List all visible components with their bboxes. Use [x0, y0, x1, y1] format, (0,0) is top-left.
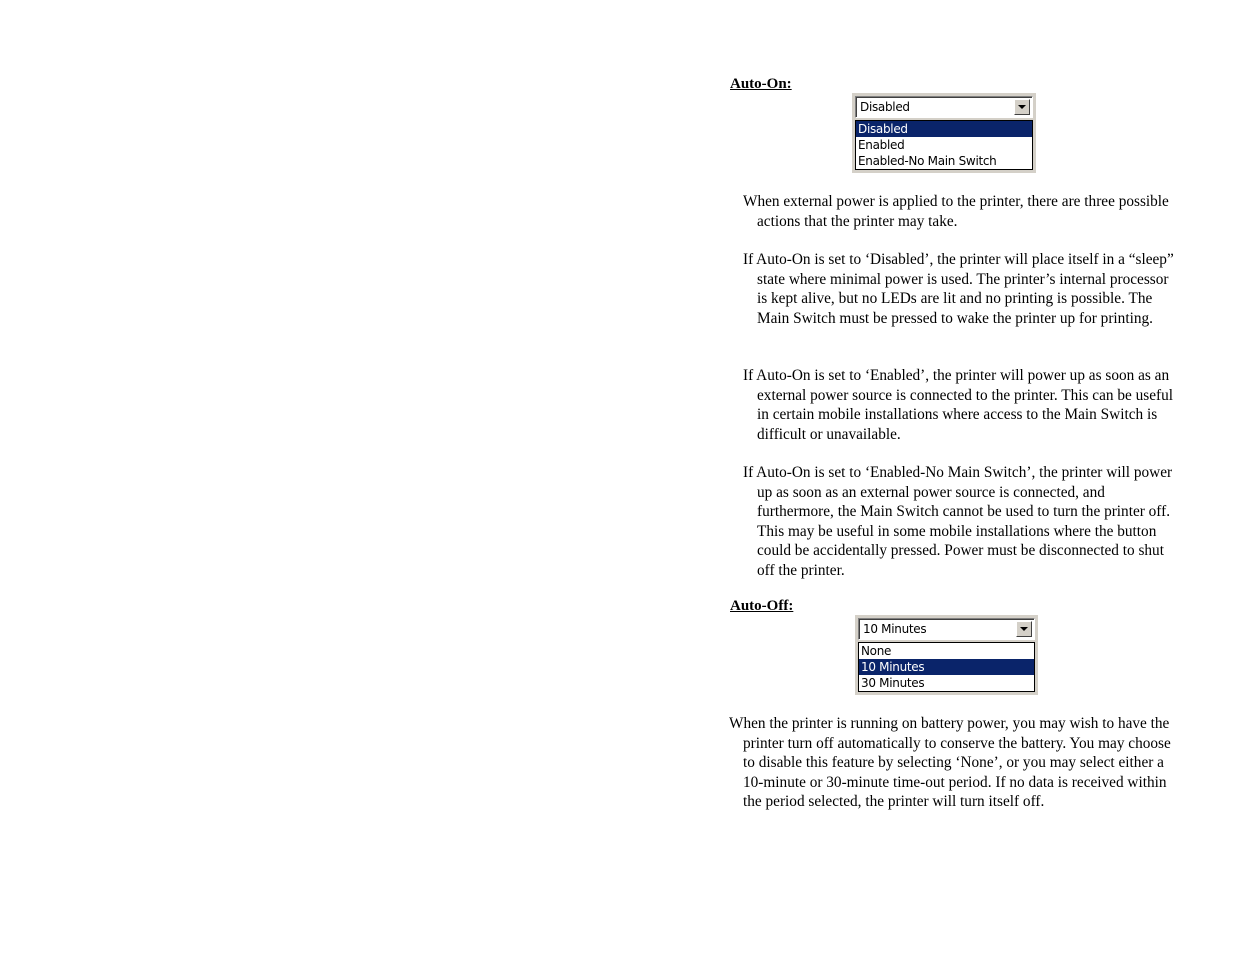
- auto-on-option-disabled[interactable]: Disabled: [856, 121, 1032, 137]
- auto-off-combobox[interactable]: [855, 615, 1038, 695]
- auto-off-heading: Auto-Off:: [730, 598, 794, 614]
- auto-on-option-enabled-no-main-switch[interactable]: Enabled-No Main Switch: [858, 154, 997, 168]
- auto-on-combobox[interactable]: [852, 93, 1036, 173]
- auto-on-enabled-paragraph: If Auto-On is set to ‘Enabled’, the printer will power up as soon as an external power source is connected to the printer. This can be useful in certain mobile installations where access to the Main Switch is difficult or unavailable.: [743, 367, 1173, 443]
- auto-off-select[interactable]: [858, 618, 1035, 640]
- auto-on-disabled-paragraph: If Auto-On is set to ‘Disabled’, the printer will place itself in a “sleep” state where minimal power is used. The printer’s internal processor is kept alive, but no LEDs are lit and no printing is possible. The Main Switch must be pressed to wake the printer up for printing.: [743, 251, 1174, 327]
- auto-off-option-none[interactable]: None: [861, 644, 892, 658]
- auto-on-heading: Auto-On:: [730, 76, 792, 92]
- auto-off-selected-value: 10 Minutes: [863, 622, 927, 636]
- auto-off-option-30-minutes[interactable]: 30 Minutes: [861, 676, 925, 690]
- chevron-down-icon: [1020, 627, 1028, 631]
- auto-on-selected-value: Disabled: [860, 100, 910, 114]
- auto-off-option-10-minutes[interactable]: 10 Minutes: [859, 659, 1034, 675]
- auto-off-paragraph: When the printer is running on battery power, you may wish to have the printer turn off automatically to conserve the battery. You may choose to disable this feature by selecting ‘None’, or you may select either a 10-minute or 30-minute time-out period. If no data is received within the period selected, the printer will turn itself off.: [729, 715, 1171, 810]
- chevron-down-icon: [1018, 105, 1026, 109]
- auto-on-select[interactable]: [855, 96, 1033, 118]
- auto-on-no-main-switch-paragraph: If Auto-On is set to ‘Enabled-No Main Switch’, the printer will power up as soon as an external power source is connected, and furthermore, the Main Switch cannot be used to turn the printer off. This may be useful in some mobile installations where the button could be accidentally pressed. Power must be disconnected to shut off the printer.: [743, 464, 1173, 579]
- auto-on-dropdown-button[interactable]: [1014, 99, 1030, 115]
- auto-on-option-enabled[interactable]: Enabled: [858, 138, 905, 152]
- auto-off-dropdown-button[interactable]: [1016, 621, 1032, 637]
- auto-on-options-list: [855, 120, 1033, 170]
- auto-off-options-list: [858, 642, 1035, 692]
- auto-on-intro-paragraph: When external power is applied to the printer, there are three possible actions that the printer may take.: [743, 193, 1169, 230]
